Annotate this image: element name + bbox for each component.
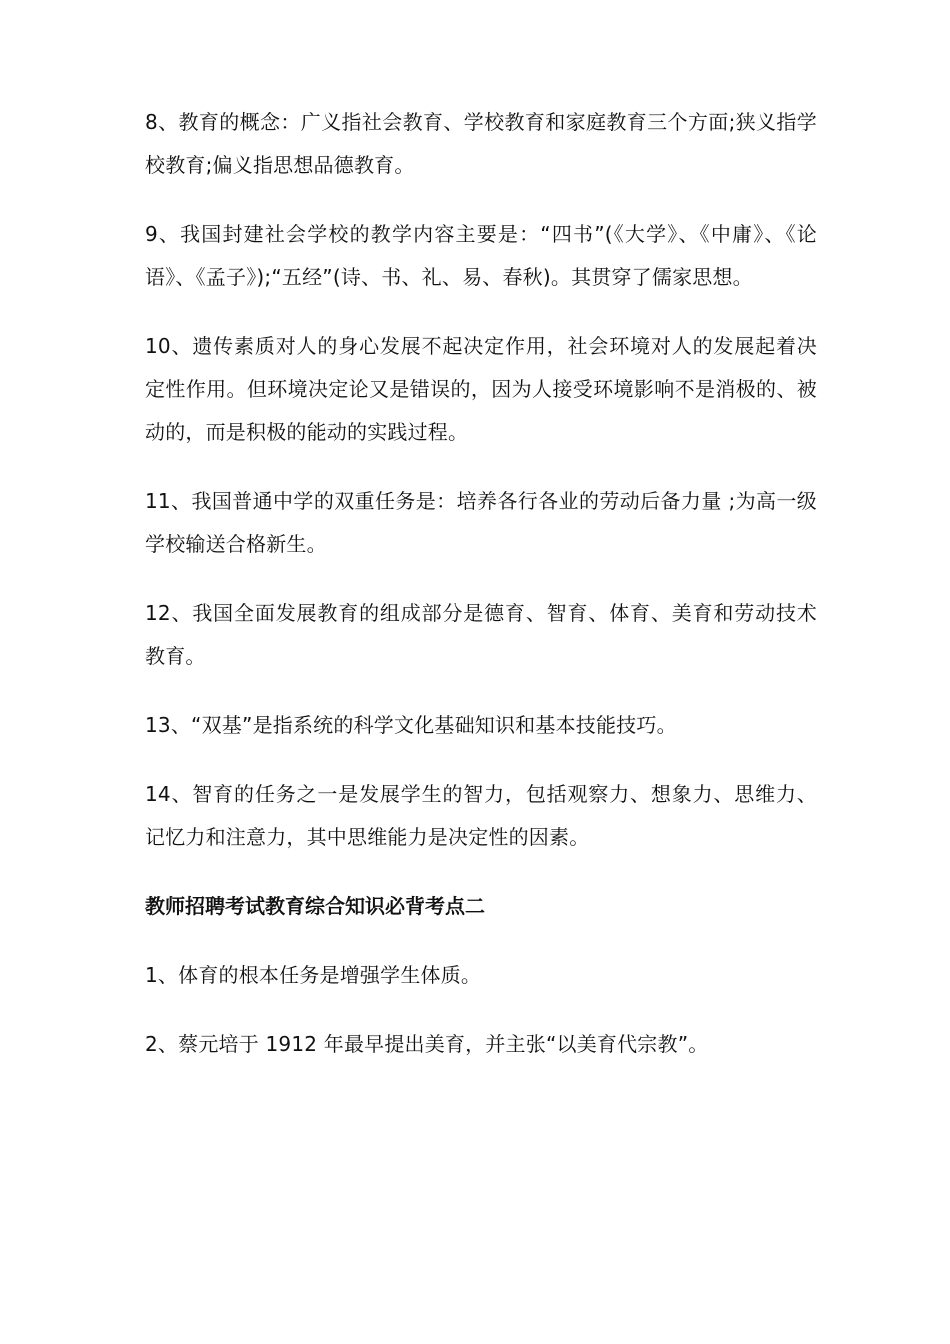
paragraph-2-1: 1、体育的根本任务是增强学生体质。: [145, 963, 482, 987]
paragraph-9: 9、我国封建社会学校的教学内容主要是：“四书”(《大学》、《中庸》、《论语》、《孟子》);“五经”(诗、书、礼、易、春秋)。其贯穿了儒家思想。: [145, 222, 817, 289]
paragraph-2-2: 2、蔡元培于 1912 年最早提出美育，并主张“以美育代宗教”。: [145, 1032, 709, 1056]
paragraph-10: 10、遗传素质对人的身心发展不起决定作用，社会环境对人的发展起着决定性作用。但环境决定论又是错误的，因为人接受环境影响不是消极的、被动的，而是积极的能动的实践过程。: [145, 334, 817, 444]
document-body: [145, 101, 817, 1092]
paragraph-12: 12、我国全面发展教育的组成部分是德育、智育、体育、美育和劳动技术教育。: [145, 601, 817, 668]
section-heading: 教师招聘考试教育综合知识必背考点二: [145, 894, 485, 918]
paragraph-14: 14、智育的任务之一是发展学生的智力，包括观察力、想象力、思维力、记忆力和注意力，其中思维能力是决定性的因素。: [145, 782, 817, 849]
paragraph-13: 13、“双基”是指系统的科学文化基础知识和基本技能技巧。: [145, 713, 677, 737]
paragraph-11: 11、我国普通中学的双重任务是：培养各行各业的劳动后备力量 ;为高一级学校输送合格新生。: [145, 489, 817, 556]
paragraph-8: 8、教育的概念：广义指社会教育、学校教育和家庭教育三个方面;狭义指学校教育;偏义指思想品德教育。: [145, 110, 817, 177]
